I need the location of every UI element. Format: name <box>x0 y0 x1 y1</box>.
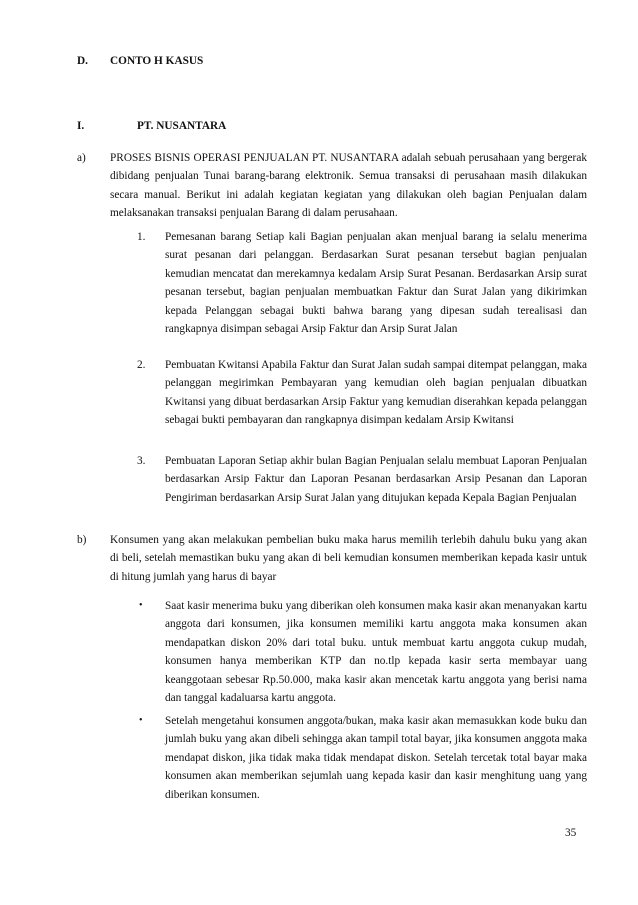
numbered-item-2-text: Pembuatan Kwitansi Apabila Faktur dan Surat Jalan sudah sampai ditempat pelanggan, maka pelanggan megirimkan Pembayaran yang kemudian oleh bagian penjualan dibuatkan Kwitansi yang dibuat berdasarkan Arsip Faktur yang kemudian diserahkan kepada pelanggan sebagai bukti pembayaran dan rangkapnya disimpan kedalam Arsip Kwitansi <box>165 359 587 427</box>
item-a-paragraph: PROSES BISNIS OPERASI PENJUALAN PT. NUSANTARA adalah sebuah perusahaan yang bergerak dibidang penjualan Tunai barang-barang elektronik. Semua transaksi di perusahaan masih dilakukan secara manual. Berikut ini adalah kegiatan kegiatan yang dilakukan oleh bagian Penjualan dalam melaksanakan transaksi penjualan Barang di dalam perusahaan. <box>110 152 587 220</box>
section-i-label: I. <box>77 120 85 132</box>
numbered-item-1-number: 1. <box>137 231 146 243</box>
bullet-1-icon: • <box>139 600 143 611</box>
bullet-2-text: Setelah mengetahui konsumen anggota/bukan, maka kasir akan memasukkan kode buku dan jumlah buku yang akan dibeli sehingga akan tampil total bayar, jika konsumen anggota maka mendapat diskon, jika tidak maka tidak mendapat diskon. Setelah tercetak total bayar maka konsumen akan memberikan sejumlah uang kepada kasir dan kasir menghitung uang yang diberikan konsumen. <box>165 715 587 801</box>
item-b-label: b) <box>77 534 87 546</box>
section-d-title: CONTO H KASUS <box>110 55 204 67</box>
item-b-paragraph: Konsumen yang akan melakukan pembelian buku maka harus memilih terlebih dahulu buku yang akan di beli, setelah memastikan buku yang akan di beli kemudian konsumen memberikan kepada kasir untuk di hitung jumlah yang harus di bayar <box>110 534 587 583</box>
bullet-2-icon: • <box>139 715 143 726</box>
numbered-item-1-text: Pemesanan barang Setiap kali Bagian penjualan akan menjual barang ia selalu menerima surat pesanan dari pelanggan. Berdasarkan Surat pesanan tersebut bagian penjualan kemudian mencatat dan merekamnya kedalam Arsip Surat Pesanan. Berdasarkan Arsip surat pesanan tersebut, bagian penjualan membuatkan Faktur dan Surat Jalan yang dikirimkan kepada Pelanggan sebagai bukti bahwa barang yang dipesan sudah terealisasi dan rangkapnya disimpan sebagai Arsip Faktur dan Arsip Surat Jalan <box>165 231 587 336</box>
numbered-item-3-text: Pembuatan Laporan Setiap akhir bulan Bagian Penjualan selalu membuat Laporan Penjualan berdasarkan Arsip Faktur dan Laporan Pesanan berdasarkan Arsip Pesanan dan Laporan Pengiriman berdasarkan Arsip Surat Jalan yang ditujukan kepada Kepala Bagian Penjualan <box>165 455 587 504</box>
page-number: 35 <box>565 827 577 839</box>
numbered-item-2-number: 2. <box>137 359 146 371</box>
bullet-1-text: Saat kasir menerima buku yang diberikan oleh konsumen maka kasir akan menanyakan kartu anggota dari konsumen, jika konsumen memiliki kartu anggota maka konsumen akan mendapatkan diskon 20% dari total buku. untuk membuat kartu anggota cukup mudah, konsumen hanya memberikan KTP dan no.tlp kepada kasir serta membayar uang keanggotaan sebesar Rp.50.000, maka kasir akan mencetak kartu anggota yang berisi nama dan tanggal kadaluarsa kartu anggota. <box>165 600 587 705</box>
numbered-item-3-number: 3. <box>137 455 146 467</box>
section-d-label: D. <box>77 55 88 67</box>
item-a-label: a) <box>77 152 86 164</box>
section-i-title: PT. NUSANTARA <box>137 120 227 132</box>
